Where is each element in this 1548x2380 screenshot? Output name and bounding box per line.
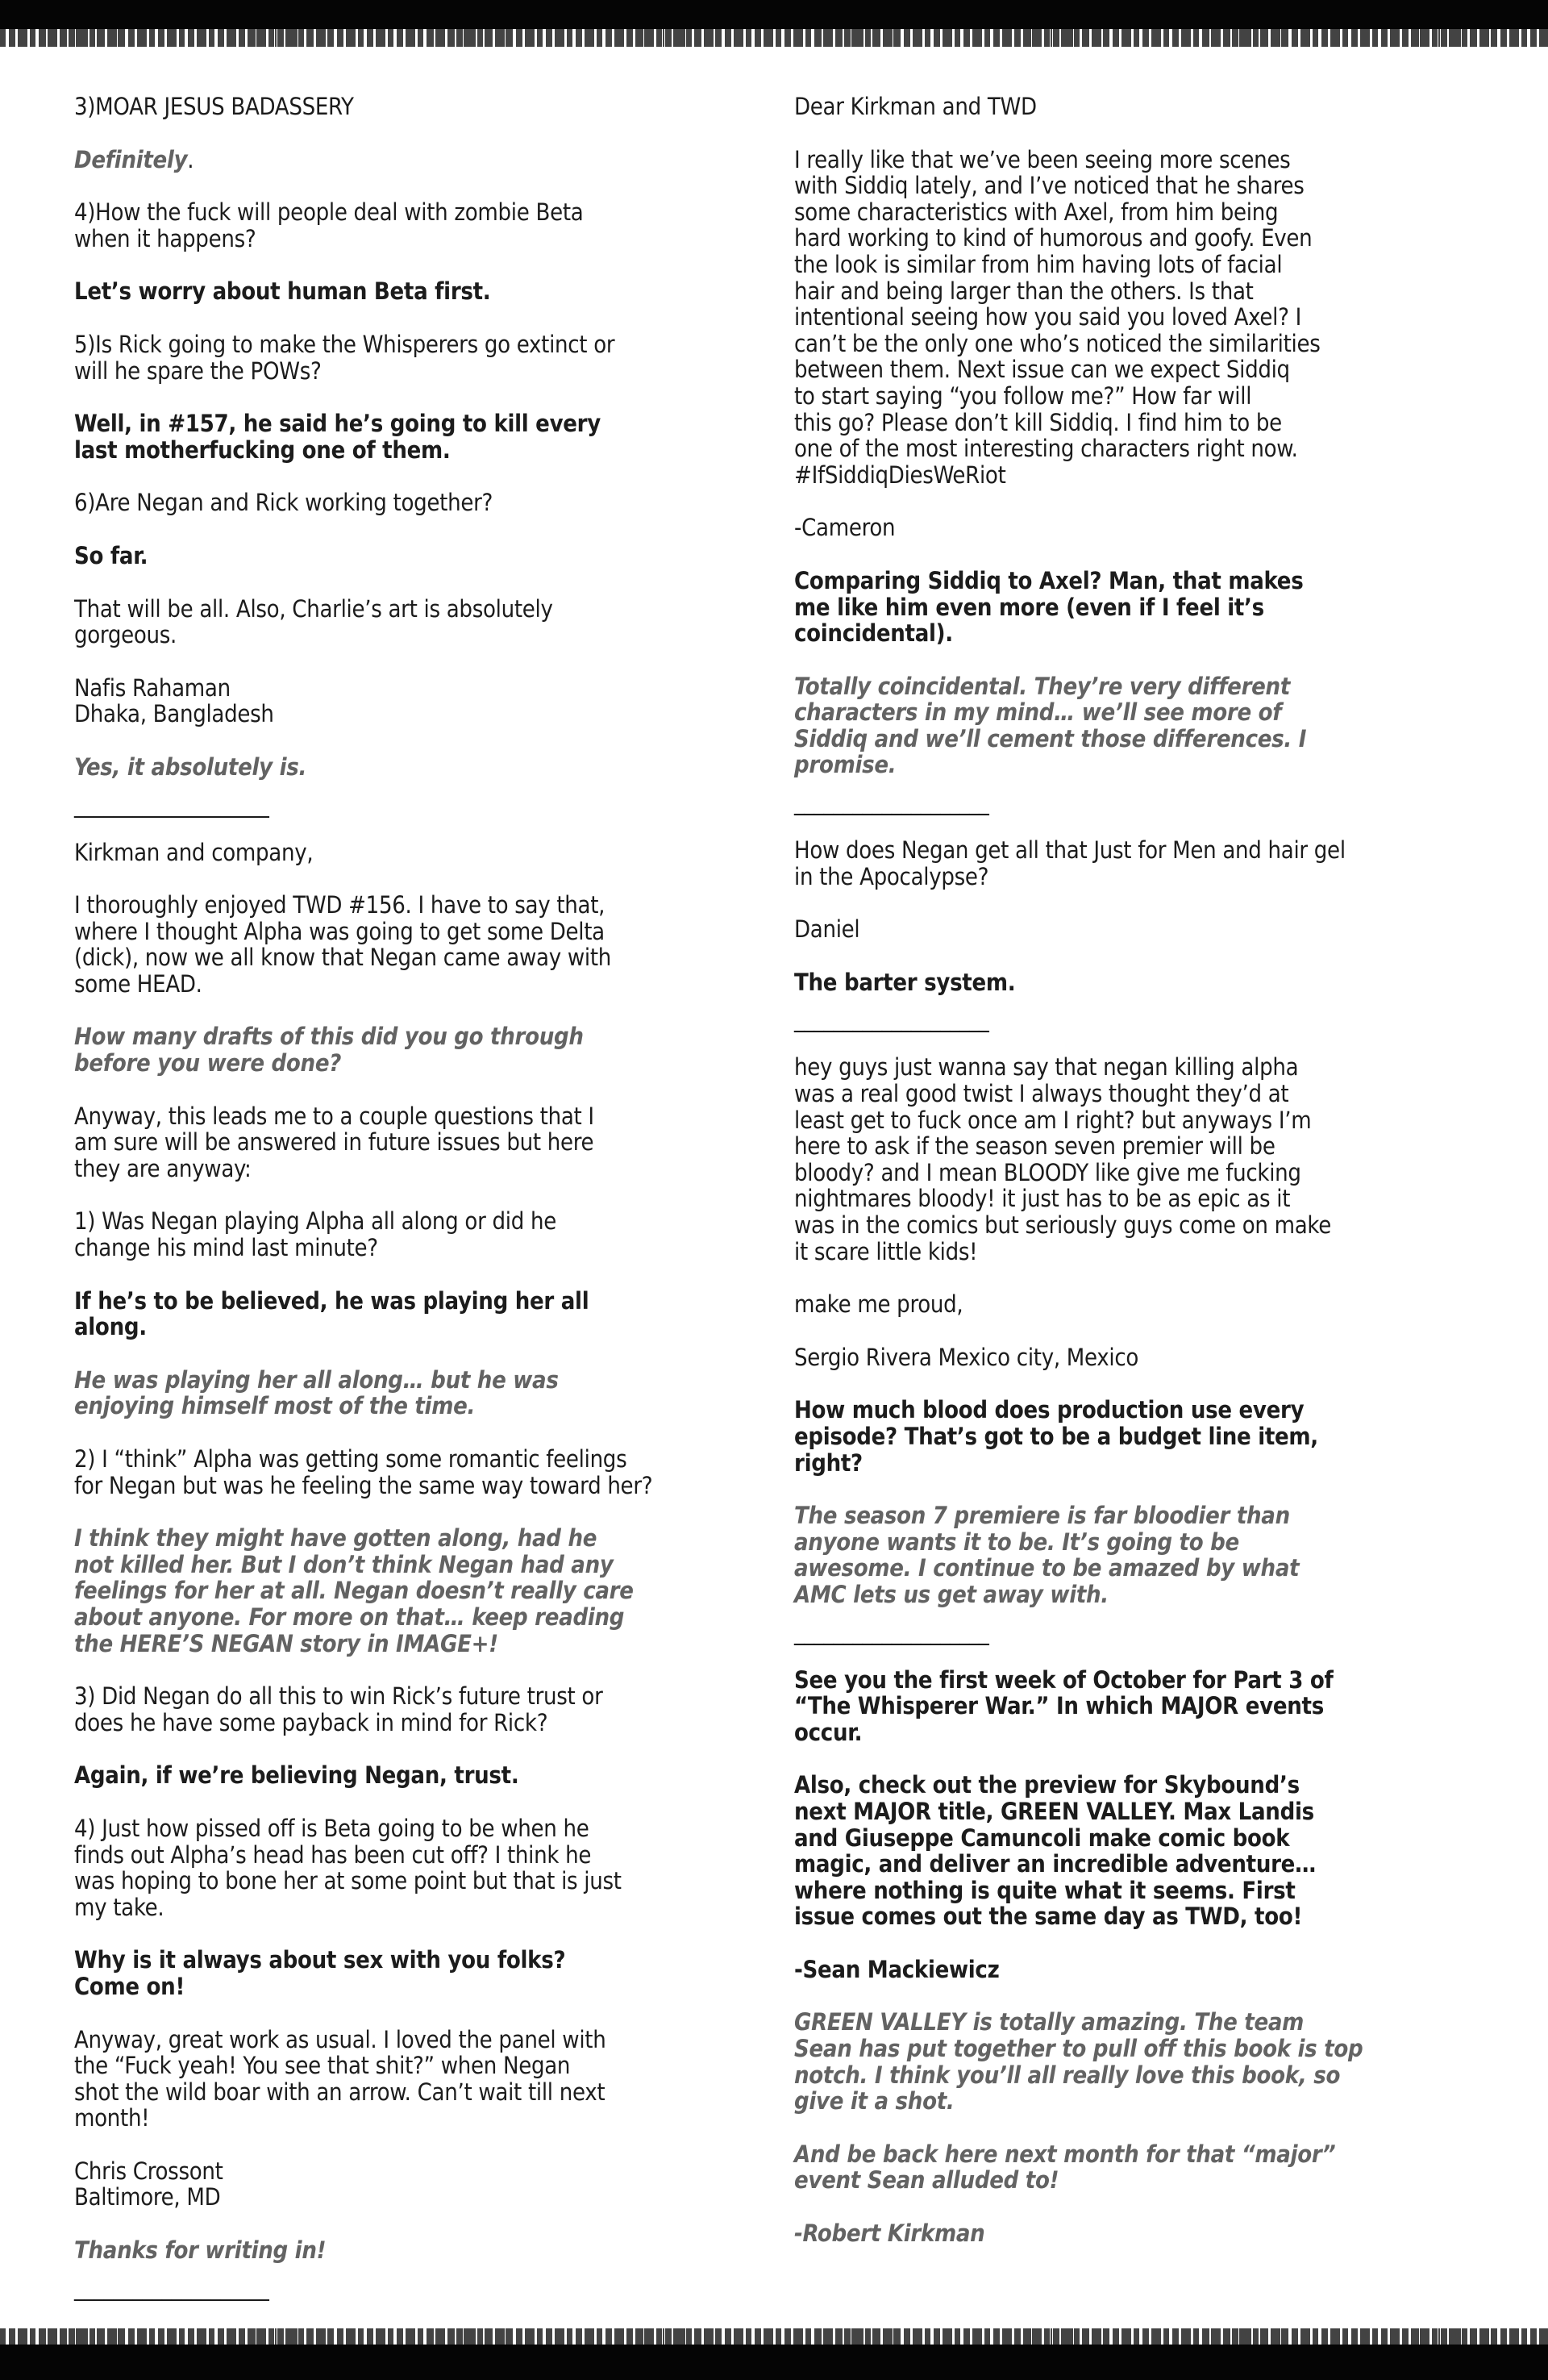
letter-text [74, 490, 768, 516]
paragraph-text: I really like that we’ve been seeing more scenes with Siddiq lately, and I’ve noticed that he shares some characteristics with Axel, from him being hard working to kind of humorous and goofy. Even the look is similar from him having lots of facial hair and being larger than the others. Is that intentional seeing how you said you loved Axel? I can’t be the only one who’s noticed the similarities between them. Next issue can we expect Siddiq to start saying “you follow me?” How far will this go? Please don’t kill Siddiq. I find him to be one of the most interesting characters right now. #IfSiddiqDiesWeRiot [794, 145, 1321, 489]
paragraph-text: The barter system. [794, 968, 1016, 996]
editor-reply-bold [794, 1957, 1488, 1983]
editor-reply-italic [74, 147, 768, 173]
paragraph-text: Dear Kirkman and TWD [794, 93, 1037, 120]
paragraph-text: 2) I “think” Alpha was getting some romantic feelings for Negan but was he feeling the same way toward her? [74, 1445, 653, 1499]
editor-reply-italic [794, 1503, 1488, 1607]
paragraph-text: 1) Was Negan playing Alpha all along or did he change his mind last minute? [74, 1207, 556, 1262]
section-separator [794, 1005, 1488, 1033]
editor-reply-italic [794, 2009, 1488, 2114]
paragraph-text: hey guys just wanna say that negan killing alpha was a real good twist I always thought they’d at least get to fuck once am I right? but anyways I’m here to ask if the season seven premier will be bloody? and I mean BLOODY like give me fucking nightmares bloody! it just has to be as epic as it was in the comics but seriously guys come on make it scare little kids! [794, 1053, 1331, 1265]
editor-reply-italic [74, 2237, 768, 2264]
paragraph-text: Sergio Rivera Mexico city, Mexico [794, 1343, 1139, 1371]
paragraph-text: Nafis Rahaman Dhaka, Bangladesh [74, 673, 274, 728]
paragraph-text: I thoroughly enjoyed TWD #156. I have to say that, where I thought Alpha was going to get some Delta (dick), now we all know that Negan came away with some HEAD. [74, 891, 611, 998]
section-separator [794, 1617, 1488, 1645]
letter-text [794, 1054, 1488, 1265]
paragraph-text: He was playing her all along… but he was enjoying himself most of the time. [74, 1365, 559, 1420]
editor-reply-bold [74, 411, 768, 463]
editor-reply-italic [74, 1525, 768, 1657]
paragraph-text: 5)Is Rick going to make the Whisperers go extinct or will he spare the POWs? [74, 330, 615, 385]
paragraph-text: ____________________ [794, 1005, 988, 1033]
bottom-brush-border [0, 2345, 1548, 2380]
letter-text [794, 1291, 1488, 1318]
letter-text [74, 1446, 768, 1498]
letter-text [74, 94, 768, 120]
letter-text [794, 916, 1488, 943]
paragraph-text: So far. [74, 541, 148, 569]
paragraph-text: Chris Crossont Baltimore, MD [74, 2157, 223, 2211]
editor-reply-bold [794, 1397, 1488, 1476]
editor-reply-bold [74, 543, 768, 569]
letter-text [794, 1344, 1488, 1371]
editor-reply-italic [794, 2220, 1488, 2247]
letter-text [794, 837, 1488, 890]
paragraph-text: How much blood does production use every episode? That’s got to be a budget line item, right? [794, 1396, 1318, 1477]
editor-reply-bold [74, 1288, 768, 1340]
letter-text [74, 331, 768, 384]
paragraph-text: Thanks for writing in! [74, 2236, 327, 2265]
paragraph-text: Anyway, this leads me to a couple questions that I am sure will be answered in future issues but here they are anyway: [74, 1102, 594, 1182]
letters-column-left [74, 94, 768, 2323]
section-separator [74, 2273, 768, 2301]
paragraph-text: 3) Did Negan do all this to win Rick’s future trust or does he have some payback in mind for Rick? [74, 1682, 603, 1736]
paragraph-text: Again, if we’re believing Negan, trust. [74, 1761, 519, 1790]
editor-reply-italic [794, 673, 1488, 778]
paragraph-text: make me proud, [794, 1290, 963, 1319]
section-separator [794, 788, 1488, 816]
editor-reply-bold [74, 278, 768, 305]
letter-text [74, 2027, 768, 2132]
paragraph-text: 4)How the fuck will people deal with zombie Beta when it happens? [74, 198, 584, 252]
paragraph-text: 6)Are Negan and Rick working together? [74, 489, 493, 517]
paragraph-text: Anyway, great work as usual. I loved the panel with the “Fuck yeah! You see that shit?” when Negan shot the wild boar with an arrow. Can’t wait till next month! [74, 2025, 606, 2132]
paragraph-text: Totally coincidental. They’re very different characters in my mind… we’ll see more of Siddiq and we’ll cement those differences. I promise. [794, 672, 1307, 779]
letter-text [74, 1103, 768, 1182]
paragraph-text: -Cameron [794, 514, 896, 542]
editor-reply-bold [74, 1947, 768, 1999]
paragraph-suffix: . [187, 145, 194, 173]
letter-text [74, 596, 768, 648]
letter-text [74, 2158, 768, 2211]
paragraph-text: -Robert Kirkman [794, 2220, 985, 2248]
editor-reply-bold [794, 1667, 1488, 1746]
paragraph-text: 4) Just how pissed off is Beta going to be when he finds out Alpha’s head has been cut off? I think he was hoping to bone her at some point but that is just my take. [74, 1814, 622, 1921]
section-separator [74, 790, 768, 818]
paragraph-text: See you the first week of October for Part 3 of “The Whisperer War.” In which MAJOR events occur. [794, 1665, 1334, 1746]
paragraph-text: Daniel [794, 915, 860, 944]
paragraph-text: 3)MOAR JESUS BADASSERY [74, 93, 354, 120]
paragraph-text: If he’s to be believed, he was playing her all along. [74, 1286, 589, 1341]
paragraph-text: Also, check out the preview for Skybound’s next MAJOR title, GREEN VALLEY. Max Landis and Giuseppe Camuncoli make comic book magic, and deliver an incredible adventure… where nothing is quite what it seems. First issue comes out the same day as TWD, too! [794, 1771, 1316, 1931]
letter-text [794, 515, 1488, 541]
paragraph-text: Let’s worry about human Beta first. [74, 277, 491, 306]
paragraph-text: And be back here next month for that “major” event Sean alluded to! [794, 2140, 1336, 2195]
editor-reply-bold [794, 969, 1488, 996]
top-brush-border [0, 0, 1548, 29]
paragraph-text: ____________________ [74, 790, 268, 818]
paragraph-text: Kirkman and company, [74, 838, 314, 866]
editor-reply-italic [74, 1367, 768, 1419]
letter-text [74, 199, 768, 252]
paragraph-text: How does Negan get all that Just for Men and hair gel in the Apocalypse? [794, 836, 1346, 890]
paragraph-text: The season 7 premiere is far bloodier than anyone wants it to be. It’s going to be awesome. I continue to be amazed by what AMC lets us get away with. [794, 1502, 1300, 1608]
letter-text [794, 147, 1488, 489]
letter-text [74, 892, 768, 997]
paragraph-text: GREEN VALLEY is totally amazing. The team Sean has put together to pull off this book is top notch. I think you’ll all really love this book, so give it a shot. [794, 2008, 1363, 2115]
paragraph-text: ____________________ [794, 1617, 988, 1645]
paragraph-text: That will be all. Also, Charlie’s art is absolutely gorgeous. [74, 594, 553, 649]
editor-reply-bold [794, 1772, 1488, 1930]
paragraph-text: ____________________ [74, 2273, 268, 2301]
letter-text [794, 94, 1488, 120]
letter-text [74, 1683, 768, 1736]
paragraph-text: How many drafts of this did you go through before you were done? [74, 1023, 584, 1077]
paragraph-text: Yes, it absolutely is. [74, 752, 307, 781]
paragraph-text: -Sean Mackiewicz [794, 1955, 1000, 1983]
editor-reply-bold [74, 1762, 768, 1789]
letter-text [74, 1815, 768, 1920]
editor-reply-italic [74, 1023, 768, 1076]
editor-reply-bold [794, 568, 1488, 647]
editor-reply-italic [74, 754, 768, 781]
editor-reply-italic [794, 2141, 1488, 2194]
paragraph-text: Definitely [74, 145, 188, 173]
letter-text [74, 840, 768, 866]
paragraph-text: Why is it always about sex with you folks? Come on! [74, 1946, 566, 2000]
paragraph-text: Well, in #157, he said he’s going to kill every last motherfucking one of them. [74, 410, 601, 464]
letter-text [74, 1208, 768, 1261]
paragraph-text: ____________________ [794, 788, 988, 816]
letter-text [74, 675, 768, 727]
paragraph-text: I think they might have gotten along, had he not killed her. But I don’t think Negan had any feelings for her at all. Negan doesn’t really care about anyone. For more on that… keep reading the HERE’S NEGAN story in IMAGE+! [74, 1524, 634, 1657]
letters-column-right [794, 94, 1488, 2274]
paragraph-text: Comparing Siddiq to Axel? Man, that makes me like him even more (even if I feel it’s coincidental). [794, 566, 1304, 648]
